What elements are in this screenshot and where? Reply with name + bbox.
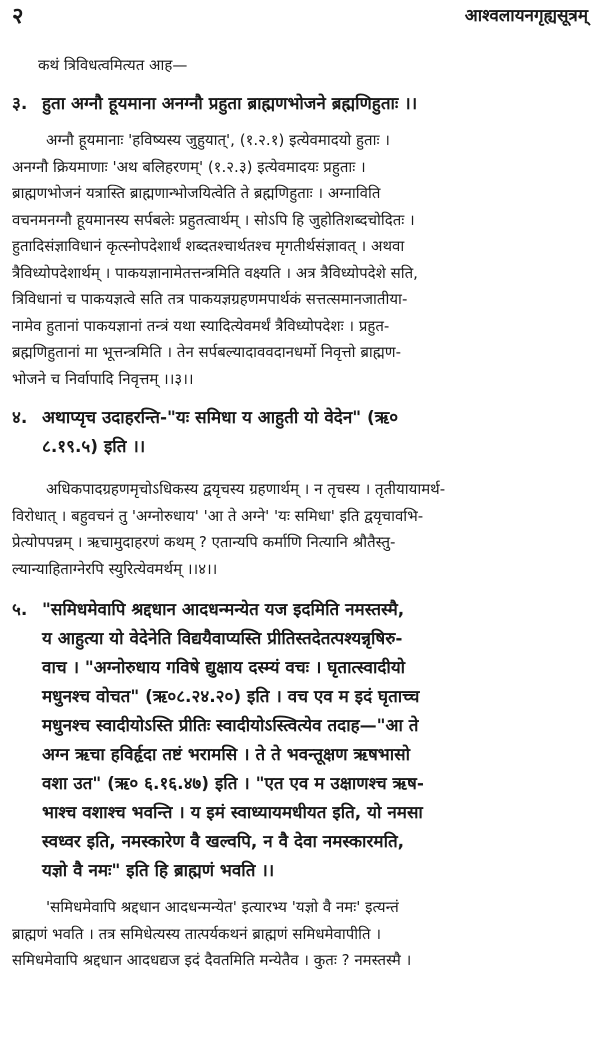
sutra-5: [12, 596, 588, 886]
page-header: [12, 4, 588, 36]
sutra-4: [12, 404, 588, 462]
sutra-number: ३.: [12, 94, 28, 114]
sutra-text: अथाप्यृच उदाहरन्ति-"यः समिधा य आहुती यो वेदेन" (ऋ० ८.१९.५) इति ।।: [42, 408, 399, 457]
sutra-number: ४.: [12, 408, 28, 428]
sutra-text: "समिधमेवापि श्रद्दधान आदधन्मन्येत यज इदमिति नमस्तस्मै, य आहुत्या यो वेदेनेति विद्ययैवाप्यस्ति प्रीतिस्तदेतत्पश्यन्नृषिरु- वाच । "अग्नोरुधाय गविषे द्युक्षाय दस्म्यं वचः । घृतात्स्वादीयो मधुनश्च वोचत" (ऋ०८.२४.२०) इति । वच एव म इदं घृताच्च मधुनश्च स्वादीयोऽस्ति प्रीतिः स्वादीयोऽस्त्वित्येव तदाह—"आ ते अग्न ऋचा हविर्हृदा तष्टं भरामसि । ते ते भवन्तूक्षण ऋषभासो वशा उत" (ऋ० ६.१६.४७) इति । "एत एव म उक्षाणश्च ऋष- भाश्च वशाश्च भवन्ति । य इमं स्वाध्यायमधीयत इति, यो नमसा स्वध्वर इति, नमस्कारेण वै खल्वपि, न वै देवा नमस्कारमति, यज्ञो वै नमः" इति हि ब्राह्मणं भवति ।।: [42, 600, 424, 881]
sutra-number: ५.: [12, 600, 28, 620]
commentary-5: 'समिधमेवापि श्रद्दधान आदधन्मन्येत' इत्यारभ्य 'यज्ञो वै नमः' इत्यन्तं ब्राह्मणं भवति । तत्र समिधेत्यस्य तात्पर्यकथनं ब्राह्मणं समिधमेवापीति । समिधमेवापि श्रद्दधान आदधद्यज इदं दैवतमिति मन्येतैव । कुतः ? नमस्तस्मै ।: [12, 898, 412, 969]
commentary-3: अग्नौ हूयमानाः 'हविष्यस्य जुहुयात्', (१.२.१) इत्येवमादयो हुताः । अनग्नौ क्रियमाणाः 'अथ बलिहरणम्' (१.२.३) इत्येवमादयः प्रहुताः । ब्राह्मणभोजनं यत्रास्ति ब्राह्मणान्भोजयित्वेति ते ब्रह्मणिहुताः । अग्नाविति वचनमनग्नौ हूयमानस्य सर्पबलेः प्रहुतत्वार्थम् । सोऽपि हि जुहोतिशब्दचोदितः । हुतादिसंज्ञाविधानं कृत्स्नोपदेशार्थं शब्दतश्चार्थतश्च मृगतीर्थसंज्ञावत् । अथवा त्रैविध्योपदेशार्थम् । पाकयज्ञानामेतत्तन्त्रमिति वक्ष्यति । अत्र त्रैविध्योपदेशे सति, त्रिविधानां च पाकयज्ञत्वे सति तत्र पाकयज्ञग्रहणमपार्थकं सत्तत्समानजातीया- नामेव हुतानां पाकयज्ञानां तन्त्रं यथा स्यादित्येवमर्थं त्रैविध्योपदेशः । प्रहुत- ब्रह्मणिहुतानां मा भूत्तन्त्रमिति । तेन सर्पबल्यादाववदानधर्मो निवृत्तो ब्राह्मण- भोजने च निर्वापादि निवृत्तम् ।।३।।: [12, 131, 418, 388]
commentary-4: अधिकपादग्रहणमृचोऽधिकस्य द्वयृचस्य ग्रहणार्थम् । न तृचस्य । तृतीयायामर्थ- विरोधात् । बहुवचनं तु 'अग्नोरुधाय' 'आ ते अग्ने' 'यः समिधा' इति द्वयृचावभि- प्रेत्योपपन्नम् । ऋचामुदाहरणं कथम् ? एतान्यपि कर्माणि नित्यानि श्रौतैस्तु- ल्यान्याहिताग्नेरपि स्युरित्येवमर्थम् ।।४।।: [12, 480, 446, 578]
sutra-3: [12, 90, 588, 119]
intro-line: कथं त्रिविधत्वमित्यत आह—: [38, 56, 188, 74]
sutra-text: हुता अग्नौ हूयमाना अनग्नौ प्रहुता ब्राह्मणभोजने ब्रह्मणिहुताः ।।: [42, 94, 418, 114]
page-number: २: [12, 4, 24, 29]
running-title: आश्वलायनगृह्यसूत्रम्: [464, 6, 588, 26]
